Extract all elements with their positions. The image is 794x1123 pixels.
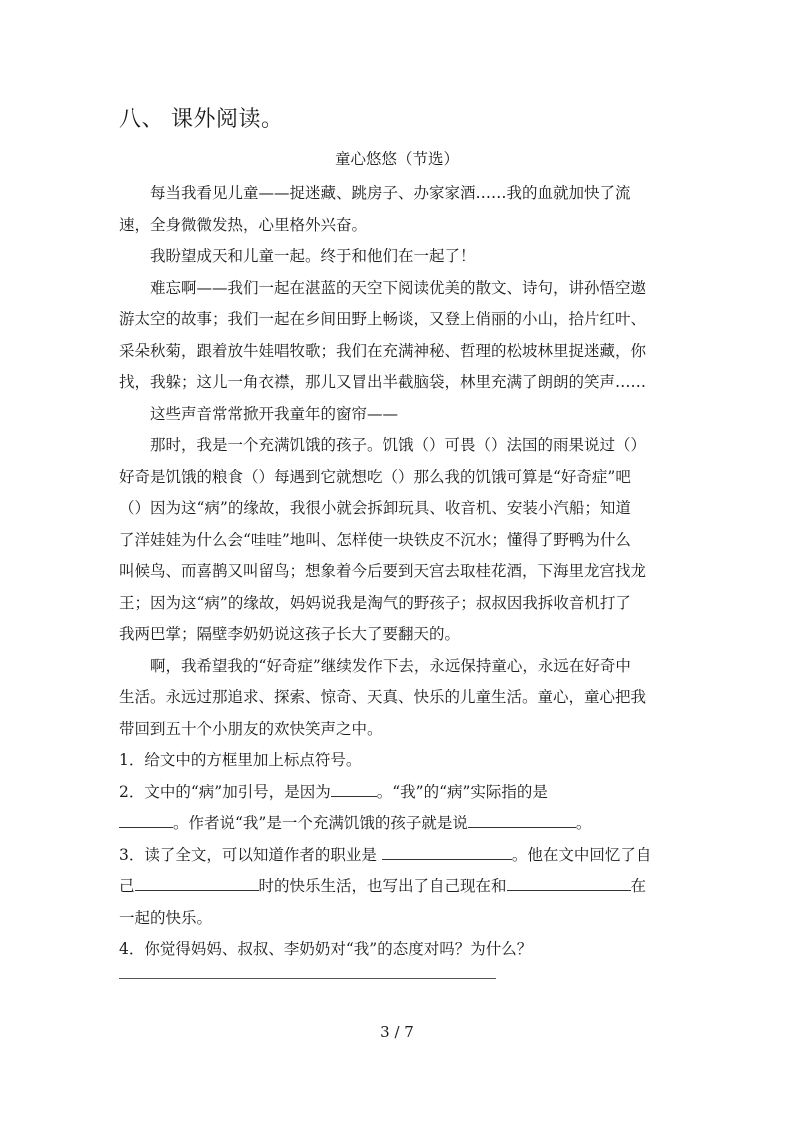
answer-blank[interactable] (119, 810, 173, 828)
answer-blank[interactable] (468, 810, 576, 828)
passage-line: 生活。永远过那追求、探索、惊奇、天真、快乐的儿童生活。童心，童心把我 (119, 688, 647, 706)
answer-line[interactable] (119, 978, 496, 979)
passage-line: 了洋娃娃为什么会“哇哇”地叫、怎样使一块铁皮不沉水；懂得了野鸭为什么 (119, 530, 631, 549)
question-text: 2．文中的“病”加引号，是因为 (119, 782, 331, 801)
passage-line: 我两巴掌；隔壁李奶奶说这孩子长大了要翻天的。 (119, 625, 461, 643)
passage-line: 游太空的故事；我们一起在乡间田野上畅谈，又登上俏丽的小山，拾片红叶、 (119, 310, 647, 328)
passage-line: 这些声音常常掀开我童年的窗帘—— (150, 404, 399, 423)
question-3-end: 一起的快乐。 (119, 908, 213, 927)
passage-line: 啊，我希望我的“好奇症”继续发作下去，永远保持童心，永远在好奇中 (150, 656, 631, 675)
passage-line: 每当我看见儿童——捉迷藏、跳房子、办家家酒……我的血就加快了流 (150, 184, 631, 202)
passage-line: 我盼望成天和儿童一起。终于和他们在一起了！ (150, 247, 476, 265)
page-number: 3 / 7 (380, 1023, 414, 1041)
question-4: 4．你觉得妈妈、叔叔、李奶奶对“我”的态度对吗？为什么？ (119, 940, 533, 958)
section-title: 课外阅读。 (171, 107, 284, 132)
passage-line: 好奇是饥饿的粮食（）每遇到它就想吃（）那么我的饥饿可算是“好奇症”吧 (119, 467, 631, 486)
answer-blank[interactable] (135, 873, 259, 891)
passage-line: 王；因为这“病”的缘故，妈妈说我是淘气的野孩子；叔叔因我拆收音机打了 (119, 593, 631, 612)
question-text: 。“我”的“病”实际指的是 (376, 782, 548, 801)
question-text: 。作者说“我”是一个充满饥饿的孩子就是说 (173, 814, 468, 832)
question-3-cont (119, 871, 667, 903)
section-heading (119, 104, 284, 136)
answer-blank[interactable] (507, 873, 631, 891)
answer-blank[interactable] (331, 779, 377, 797)
passage-line: 叫候鸟、而喜鹊又叫留鸟；想象着今后要到天宫去取桂花酒，下海里龙宫找龙 (119, 562, 647, 580)
answer-blank[interactable] (382, 842, 512, 860)
question-3 (119, 840, 667, 872)
passage-body (119, 178, 667, 966)
question-text: 。 (575, 814, 592, 832)
question-2 (119, 777, 667, 809)
question-text: 。他在文中回忆了自 (511, 845, 652, 864)
question-text: 时的快乐生活，也写出了自己现在和 (258, 877, 507, 895)
passage-line: 那时，我是一个充满饥饿的孩子。饥饿（）可畏（）法国的雨果说过（） (150, 436, 647, 454)
passage-line: （）因为这“病”的缘故，我很小就会拆卸玩具、收音机、安装小汽船；知道 (119, 499, 631, 517)
section-number: 八、 (119, 107, 165, 132)
passage-line: 找，我躲；这儿一角衣襟，那儿又冒出半截脑袋，林里充满了朗朗的笑声…… (119, 373, 647, 391)
question-text: 在 (630, 877, 647, 895)
passage-line: 采朵秋菊，跟着放牛娃唱牧歌；我们在充满神秘、哲理的松坡林里捉迷藏，你 (119, 341, 647, 360)
question-text: 3．读了全文，可以知道作者的职业是 (119, 845, 377, 864)
passage-line: 带回到五十个小朋友的欢快笑声之中。 (119, 719, 383, 738)
question-2-cont (119, 808, 667, 840)
question-1: 1．给文中的方框里加上标点符号。 (119, 751, 362, 769)
passage-line: 速，全身微微发热，心里格外兴奋。 (119, 215, 368, 234)
passage-title: 童心悠悠（节选） (334, 150, 459, 168)
passage-line: 难忘啊——我们一起在湛蓝的天空下阅读优美的散文、诗句，讲孙悟空遨 (150, 278, 647, 297)
question-text: 己 (119, 877, 135, 895)
